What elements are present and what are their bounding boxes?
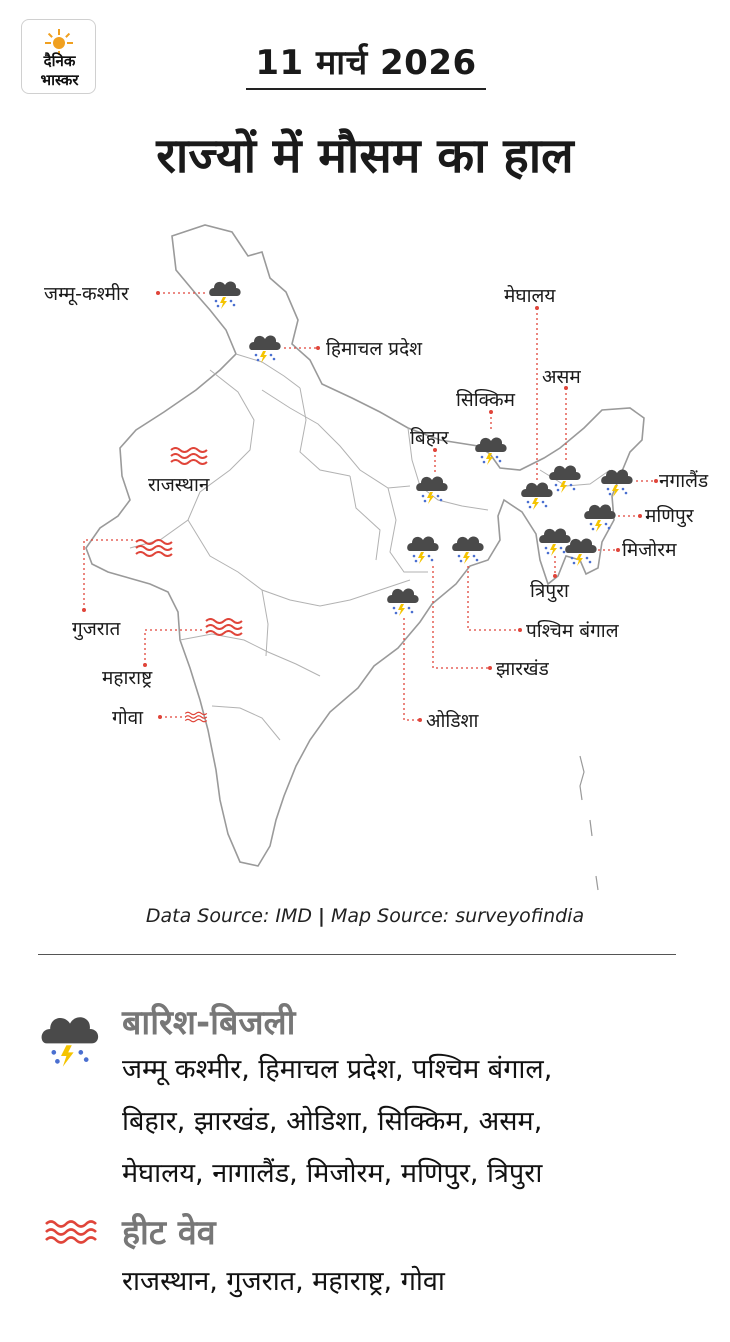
label-jharkhand: झारखंड [496, 658, 549, 680]
label-nagaland: नगालैंड [659, 470, 709, 492]
label-bihar: बिहार [410, 427, 449, 449]
legend-heat-heading: हीट वेव [122, 1213, 216, 1253]
logo-line2: भास्कर [40, 71, 79, 89]
label-tripura: त्रिपुरा [530, 580, 569, 602]
label-rajasthan: राजस्थान [148, 474, 210, 496]
label-odisha: ओडिशा [426, 710, 479, 732]
legend-heat-states [122, 1256, 445, 1308]
label-meghalaya: मेघालय [504, 285, 556, 307]
label-mizoram: मिजोरम [622, 539, 677, 561]
label-jammu-kashmir: जम्मू-कश्मीर [44, 283, 129, 305]
label-assam: असम [542, 366, 581, 388]
heat-wave-icon [42, 1214, 98, 1250]
legend-rain-line: बिहार, झारखंड, ओडिशा, सिक्किम, असम, [122, 1106, 543, 1137]
label-himachal-pradesh: हिमाचल प्रदेश [326, 338, 423, 360]
logo-line1: दैनिक [43, 52, 76, 70]
divider [38, 954, 676, 955]
source-separator: | [318, 905, 325, 927]
legend-rain-states [122, 1044, 552, 1200]
label-west-bengal: पश्चिम बंगाल [526, 620, 619, 642]
page-title: राज्यों में मौसम का हाल [156, 128, 574, 184]
source-credit [0, 905, 730, 927]
dainik-bhaskar-logo [21, 19, 96, 94]
map-source: Map Source: surveyofindia [331, 905, 585, 927]
label-gujarat: गुजरात [72, 618, 121, 640]
date-underline [246, 88, 486, 90]
rain-thunder-cloud-icon [40, 1008, 100, 1068]
data-source: Data Source: IMD [145, 905, 313, 927]
legend-rain-line: मेघालय, नागालैंड, मिजोरम, मणिपुर, त्रिपुरा [122, 1158, 543, 1189]
label-goa: गोवा [112, 707, 144, 729]
date-heading: 11 मार्च 2026 [255, 43, 477, 83]
legend-rain-heading: बारिश-बिजली [122, 1003, 296, 1043]
label-sikkim: सिक्किम [456, 389, 515, 411]
andaman-islands [580, 756, 598, 890]
india-weather-map [0, 200, 730, 900]
legend-rain-line: जम्मू कश्मीर, हिमाचल प्रदेश, पश्चिम बंगाल, [122, 1054, 553, 1085]
label-maharashtra: महाराष्ट्र [102, 667, 153, 689]
india-outline [86, 225, 644, 866]
legend-heat-line: राजस्थान, गुजरात, महाराष्ट्र, गोवा [122, 1266, 445, 1297]
label-manipur: मणिपुर [645, 505, 694, 527]
